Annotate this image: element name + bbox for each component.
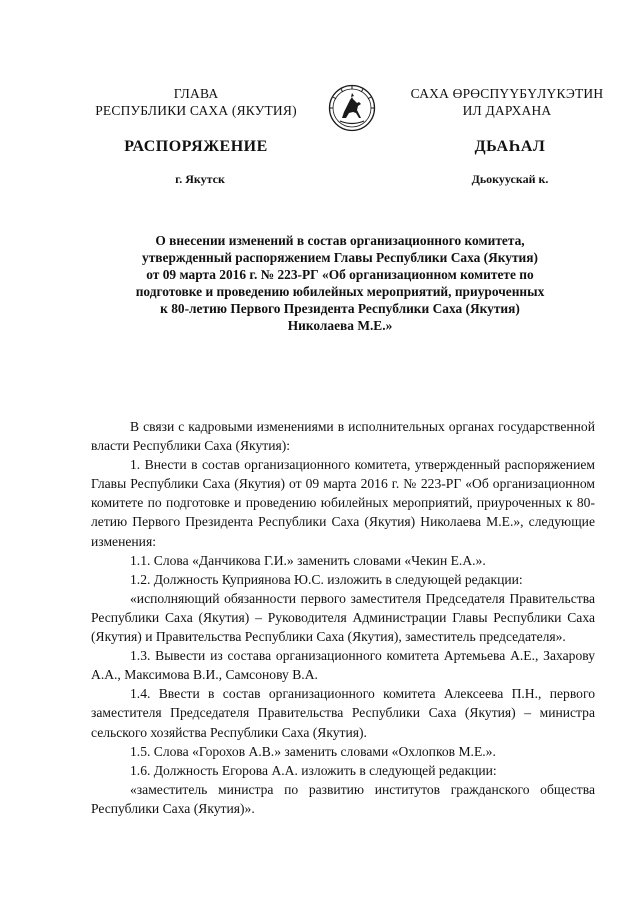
title-line: от 09 марта 2016 г. № 223-РГ «Об организационном комитете по — [146, 267, 534, 282]
paragraph: 1. Внести в состав организационного комитета, утвержденный распоряжением Главы Республики Саха (Якутия) от 09 марта 2016 г. № 223-РГ «Об организационном комитете по подготовке и проведению юбилейных мероприятий, приуроченных к 80-летию Первого Президента Республики Саха (Якутия) Николаева М.Е.», следующие изменения: — [91, 457, 595, 549]
coat-of-arms-icon — [328, 84, 376, 132]
document-title — [90, 232, 590, 334]
paragraph: «заместитель министра по развитию институтов гражданского общества Республики Саха (Якутия)». — [91, 781, 595, 816]
paragraph: 1.3. Вывести из состава организационного комитета Артемьева А.Е., Захарову А.А., Максимова В.И., Самсонову В.А. — [91, 648, 595, 683]
paragraph: 1.4. Ввести в состав организационного комитета Алексеева П.Н., первого заместителя Председателя Правительства Республики Саха (Якутия) – министра сельского хозяйства Республики Саха (Якутия). — [91, 686, 595, 740]
header-left-line2: РЕСПУБЛИКИ САХА (ЯКУТИЯ) — [95, 103, 297, 118]
title-line: О внесении изменений в состав организационного комитета, — [155, 233, 525, 248]
header-left-line1: ГЛАВА — [173, 86, 219, 101]
city-right: Дьокуускай к. — [471, 172, 549, 186]
header-right-line1: САХА ӨРӨСПҮҮБҮЛҮКЭТИН — [410, 86, 604, 101]
paragraph: «исполняющий обязанности первого заместителя Председателя Правительства Республики Саха (Якутия) – Руководителя Администрации Главы Республики Саха (Якутия) и Правительства Республики Саха (Якутия), заместитель председателя». — [91, 590, 595, 645]
title-line: Николаева М.Е.» — [287, 318, 393, 333]
paragraph: 1.2. Должность Куприянова Ю.С. изложить в следующей редакции: — [130, 571, 523, 587]
city-left: г. Якутск — [175, 172, 225, 186]
title-line: к 80-летию Первого Президента Республики Саха (Якутия) — [160, 301, 520, 316]
header-right — [392, 85, 622, 119]
header-left — [76, 85, 316, 119]
paragraph: В связи с кадровыми изменениями в исполнительных органах государственной власти Республики Саха (Якутия): — [91, 419, 595, 454]
document-body — [91, 417, 595, 818]
paragraph: 1.5. Слова «Горохов А.В.» заменить словами «Охлопков М.Е.». — [130, 743, 496, 759]
title-line: утвержденный распоряжением Главы Республики Саха (Якутия) — [142, 250, 538, 265]
paragraph: 1.6. Должность Егорова А.А. изложить в следующей редакции: — [130, 762, 497, 778]
doc-type-right: ДЬАҺАЛ — [474, 138, 546, 155]
header-right-line2: ИЛ ДАРХАНА — [462, 103, 552, 118]
title-line: подготовке и проведению юбилейных мероприятий, приуроченных — [135, 284, 545, 299]
paragraph: 1.1. Слова «Данчикова Г.И.» заменить словами «Чекин Е.А.». — [130, 552, 486, 568]
doc-type-left: РАСПОРЯЖЕНИЕ — [124, 138, 268, 155]
